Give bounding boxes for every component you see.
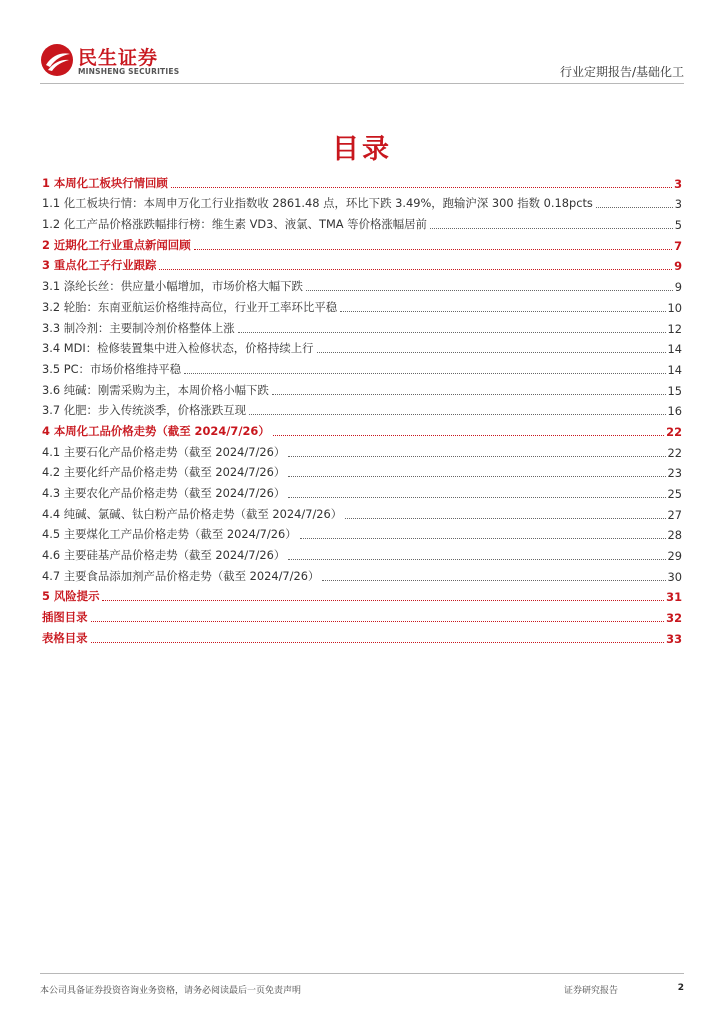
footer-divider — [40, 973, 684, 974]
toc-leader-dots — [238, 332, 666, 333]
toc-entry-page: 29 — [667, 549, 682, 564]
toc-leader-dots — [194, 249, 672, 250]
toc-entry-title: 4.3 主要农化产品价格走势（截至 2024/7/26） — [42, 486, 286, 500]
toc-entry-title: 4 本周化工品价格走势（截至 2024/7/26） — [42, 423, 270, 438]
toc-entry-page: 14 — [667, 342, 682, 357]
toc-entry[interactable] — [42, 234, 682, 255]
toc-entry-page: 31 — [666, 590, 682, 605]
toc-leader-dots — [159, 269, 672, 270]
toc-entry[interactable] — [42, 379, 682, 400]
toc-entry-page: 28 — [667, 528, 682, 543]
toc-leader-dots — [288, 559, 665, 560]
toc-entry-page: 22 — [667, 445, 682, 460]
toc-entry[interactable] — [42, 462, 682, 483]
toc-leader-dots — [340, 311, 665, 312]
toc-entry[interactable] — [42, 524, 682, 545]
toc-entry-page: 3 — [674, 197, 682, 212]
toc-entry-title: 1.1 化工板块行情：本周申万化工行业指数收 2861.48 点，环比下跌 3.49%，跑输沪深 300 指数 0.18pcts — [42, 196, 593, 211]
toc-leader-dots — [273, 435, 664, 436]
toc-entry[interactable] — [42, 338, 682, 359]
toc-entry-title: 4.4 纯碱、氯碱、钛白粉产品价格走势（截至 2024/7/26） — [42, 506, 343, 521]
toc-entry[interactable] — [42, 358, 682, 379]
logo-chinese-name: 民生证券 — [78, 47, 159, 69]
toc-title: 目录 — [332, 134, 392, 165]
toc-entry-page: 3 — [674, 176, 682, 191]
report-type-label: 行业定期报告/基础化工 — [559, 65, 684, 79]
toc-entry[interactable] — [42, 193, 682, 214]
toc-leader-dots — [91, 642, 665, 643]
toc-entry-title: 1.2 化工产品价格涨跌幅排行榜：维生素 VD3、液氯、TMA 等价格涨幅居前 — [42, 217, 427, 232]
toc-entry-title: 3.6 纯碱：刚需采购为主，本周价格小幅下跌 — [42, 382, 269, 397]
toc-leader-dots — [317, 352, 666, 353]
toc-entry-title: 2 近期化工行业重点新闻回顾 — [42, 237, 191, 252]
toc-leader-dots — [249, 414, 666, 415]
toc-entry-title: 3.1 涤纶长丝：供应量小幅增加，市场价格大幅下跌 — [42, 279, 303, 294]
toc-entry-title: 4.7 主要食品添加剂产品价格走势（截至 2024/7/26） — [42, 568, 320, 583]
footer-report-label: 证券研究报告 — [564, 986, 619, 996]
toc-entry[interactable] — [42, 275, 682, 296]
toc-entry-title: 3.5 PC：市场价格维持平稳 — [42, 361, 182, 376]
toc-entry[interactable] — [42, 565, 682, 586]
toc-entry-page: 9 — [674, 259, 682, 274]
toc-leader-dots — [288, 456, 665, 457]
toc-entry-page: 16 — [667, 404, 682, 419]
toc-entry-title: 插图目录 — [42, 610, 88, 625]
toc-entry-page: 5 — [674, 218, 682, 233]
toc-leader-dots — [184, 373, 665, 374]
toc-entry-title: 3 重点化工子行业跟踪 — [42, 258, 157, 273]
toc-entry-title: 3.2 轮胎：东南亚航运价格维持高位，行业开工率环比平稳 — [42, 299, 338, 314]
toc-entry-page: 12 — [667, 321, 682, 336]
toc-entry[interactable] — [42, 317, 682, 338]
toc-entry-page: 9 — [674, 280, 682, 295]
toc-entry[interactable] — [42, 606, 682, 627]
header-divider — [40, 83, 684, 84]
toc-entry-title: 3.7 化肥：步入传统淡季，价格涨跌互现 — [42, 403, 246, 418]
logo-english-name: MINSHENG SECURITIES — [78, 67, 180, 76]
toc-entry-page: 27 — [667, 507, 682, 522]
toc-leader-dots — [272, 394, 666, 395]
company-logo — [40, 40, 200, 78]
table-of-contents — [42, 172, 682, 648]
toc-entry-title: 4.6 主要硅基产品价格走势（截至 2024/7/26） — [42, 548, 286, 563]
toc-leader-dots — [288, 497, 665, 498]
toc-entry-title: 3.4 MDI：检修装置集中进入检修状态，价格持续上行 — [42, 341, 314, 356]
toc-leader-dots — [288, 476, 665, 477]
toc-entry[interactable] — [42, 400, 682, 421]
minsheng-logo-icon — [40, 43, 74, 77]
toc-leader-dots — [322, 580, 665, 581]
toc-leader-dots — [171, 187, 672, 188]
toc-entry[interactable] — [42, 296, 682, 317]
toc-entry[interactable] — [42, 420, 682, 441]
toc-entry[interactable] — [42, 213, 682, 234]
toc-entry-page: 22 — [666, 424, 682, 439]
toc-entry[interactable] — [42, 627, 682, 648]
toc-entry-page: 30 — [667, 569, 682, 584]
toc-entry[interactable] — [42, 586, 682, 607]
toc-leader-dots — [91, 621, 665, 622]
toc-entry[interactable] — [42, 544, 682, 565]
toc-entry-page: 15 — [667, 383, 682, 398]
footer-disclaimer: 本公司具备证券投资咨询业务资格，请务必阅读最后一页免责声明 — [40, 986, 302, 996]
toc-leader-dots — [300, 538, 666, 539]
page-header — [40, 40, 684, 80]
toc-entry-page: 7 — [674, 238, 682, 253]
toc-entry-page: 32 — [666, 611, 682, 626]
toc-entry-title: 1 本周化工板块行情回顾 — [42, 175, 168, 190]
toc-entry[interactable] — [42, 441, 682, 462]
toc-entry-title: 4.5 主要煤化工产品价格走势（截至 2024/7/26） — [42, 527, 297, 542]
toc-entry[interactable] — [42, 482, 682, 503]
toc-entry-title: 表格目录 — [42, 630, 88, 645]
toc-leader-dots — [306, 290, 673, 291]
toc-entry-title: 4.1 主要石化产品价格走势（截至 2024/7/26） — [42, 444, 286, 459]
toc-entry-page: 14 — [667, 362, 682, 377]
toc-entry[interactable] — [42, 172, 682, 193]
toc-entry-title: 4.2 主要化纤产品价格走势（截至 2024/7/26） — [42, 465, 286, 480]
toc-entry-page: 25 — [667, 487, 682, 501]
page-number: 2 — [677, 983, 684, 993]
toc-leader-dots — [596, 207, 673, 208]
toc-leader-dots — [430, 228, 673, 229]
toc-leader-dots — [345, 518, 665, 519]
toc-entry-page: 10 — [667, 300, 682, 315]
toc-entry-title: 5 风险提示 — [42, 589, 100, 604]
toc-entry[interactable] — [42, 503, 682, 524]
toc-entry-title: 3.3 制冷剂：主要制冷剂价格整体上涨 — [42, 320, 235, 335]
toc-entry-page: 33 — [666, 631, 682, 646]
toc-leader-dots — [102, 600, 664, 601]
toc-entry[interactable] — [42, 255, 682, 276]
toc-entry-page: 23 — [667, 466, 682, 481]
